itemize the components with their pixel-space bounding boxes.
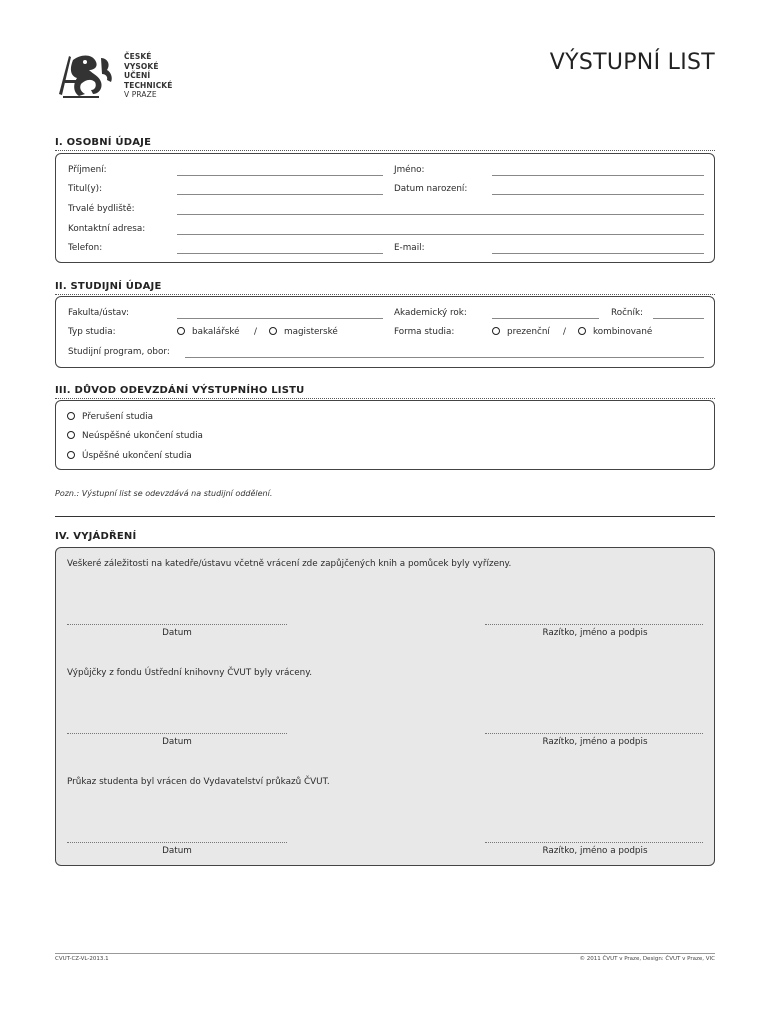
surname-label: Příjmení:	[68, 165, 107, 175]
option-label: bakalářské	[192, 327, 240, 337]
logo-line: UČENÍ	[124, 71, 151, 81]
name-label: Jméno:	[394, 165, 425, 175]
footer-code: CVUT-CZ-VL-2013.1	[55, 956, 109, 962]
footer-rule	[55, 953, 715, 954]
signature-caption: Razítko, jméno a podpis	[542, 737, 648, 747]
study-form-fulltime-option[interactable]	[492, 327, 550, 337]
date-caption: Datum	[162, 628, 192, 638]
contact-address-field[interactable]	[177, 234, 704, 235]
program-label: Studijní program, obor:	[68, 347, 170, 357]
logo-line: VYSOKÉ	[124, 61, 159, 71]
option-label: kombinované	[593, 327, 653, 337]
residence-field[interactable]	[177, 214, 704, 215]
email-field[interactable]	[492, 253, 704, 254]
academic-year-field[interactable]	[492, 318, 599, 319]
signature-caption: Razítko, jméno a podpis	[542, 628, 648, 638]
residence-label: Trvalé bydliště:	[68, 204, 135, 214]
radio-circle[interactable]	[177, 327, 185, 335]
document-title: VÝSTUPNÍ LIST	[549, 50, 715, 75]
study-type-label: Typ studia:	[68, 327, 116, 337]
personal-data-box	[55, 153, 715, 263]
signature-caption: Razítko, jméno a podpis	[542, 846, 648, 856]
birthdate-label: Datum narození:	[394, 184, 468, 194]
option-label: Neúspěšné ukončení studia	[82, 431, 203, 441]
date-caption: Datum	[162, 737, 192, 747]
birthdate-field[interactable]	[492, 194, 704, 195]
contact-address-label: Kontaktní adresa:	[68, 224, 146, 234]
statements-box	[55, 547, 715, 866]
study-type-bachelor-option[interactable]	[177, 327, 240, 337]
option-separator: /	[563, 327, 566, 337]
footer-copyright: © 2011 ČVUT v Praze, Design: ČVUT v Praze, VIC	[579, 956, 715, 962]
faculty-label: Fakulta/ústav:	[68, 308, 129, 318]
date-caption: Datum	[162, 846, 192, 856]
study-type-master-option[interactable]	[269, 327, 338, 337]
section-study-title: II. STUDIJNÍ ÚDAJE	[55, 281, 162, 292]
option-label: Úspěšné ukončení studia	[82, 451, 192, 461]
study-data-box	[55, 296, 715, 368]
section-divider	[55, 294, 715, 295]
logo-subline: V PRAZE	[124, 90, 157, 100]
surname-field[interactable]	[177, 175, 383, 176]
option-label: magisterské	[284, 327, 338, 337]
year-field[interactable]	[653, 318, 704, 319]
statement-department: Veškeré záležitosti na katedře/ústavu včetně vrácení zde zapůjčených knih a pomůcek byly vyřízeny.	[67, 559, 512, 569]
radio-circle[interactable]	[269, 327, 277, 335]
titles-field[interactable]	[177, 194, 383, 195]
email-label: E-mail:	[394, 243, 425, 253]
section-divider	[55, 150, 715, 151]
section-statements-title: IV. VYJÁDŘENÍ	[55, 531, 137, 542]
note-text: Pozn.: Výstupní list se odevzdává na studijní oddělení.	[55, 489, 273, 498]
date-line[interactable]	[67, 624, 287, 625]
date-line[interactable]	[67, 842, 287, 843]
logo-text	[124, 52, 172, 100]
radio-circle[interactable]	[67, 412, 75, 420]
titles-label: Titul(y):	[68, 184, 103, 194]
signature-line[interactable]	[485, 624, 703, 625]
radio-circle[interactable]	[492, 327, 500, 335]
radio-circle[interactable]	[67, 451, 75, 459]
section-divider	[55, 398, 715, 399]
date-line[interactable]	[67, 733, 287, 734]
reason-unsuccessful-option[interactable]	[67, 431, 203, 441]
section-reason-title: III. DŮVOD ODEVZDÁNÍ VÝSTUPNÍHO LISTU	[55, 385, 305, 396]
year-label: Ročník:	[611, 308, 644, 318]
radio-circle[interactable]	[67, 431, 75, 439]
program-field[interactable]	[185, 357, 704, 358]
radio-circle[interactable]	[578, 327, 586, 335]
horizontal-rule	[55, 516, 715, 517]
phone-label: Telefon:	[68, 243, 103, 253]
academic-year-label: Akademický rok:	[394, 308, 467, 318]
signature-line[interactable]	[485, 733, 703, 734]
section-personal-title: I. OSOBNÍ ÚDAJE	[55, 137, 152, 148]
option-separator: /	[254, 327, 257, 337]
statement-id-card: Průkaz studenta byl vrácen do Vydavatelství průkazů ČVUT.	[67, 777, 330, 787]
reason-box	[55, 400, 715, 470]
statement-library: Výpůjčky z fondu Ústřední knihovny ČVUT byly vráceny.	[67, 668, 312, 678]
study-form-label: Forma studia:	[394, 327, 455, 337]
option-label: Přerušení studia	[82, 412, 154, 422]
faculty-field[interactable]	[177, 318, 383, 319]
option-label: prezenční	[507, 327, 550, 337]
signature-line[interactable]	[485, 842, 703, 843]
reason-successful-option[interactable]	[67, 451, 192, 461]
study-form-combined-option[interactable]	[578, 327, 652, 337]
logo-line: ČESKÉ	[124, 52, 152, 61]
name-field[interactable]	[492, 175, 704, 176]
logo-line: TECHNICKÉ	[124, 80, 173, 90]
reason-interruption-option[interactable]	[67, 412, 153, 422]
phone-field[interactable]	[177, 253, 383, 254]
